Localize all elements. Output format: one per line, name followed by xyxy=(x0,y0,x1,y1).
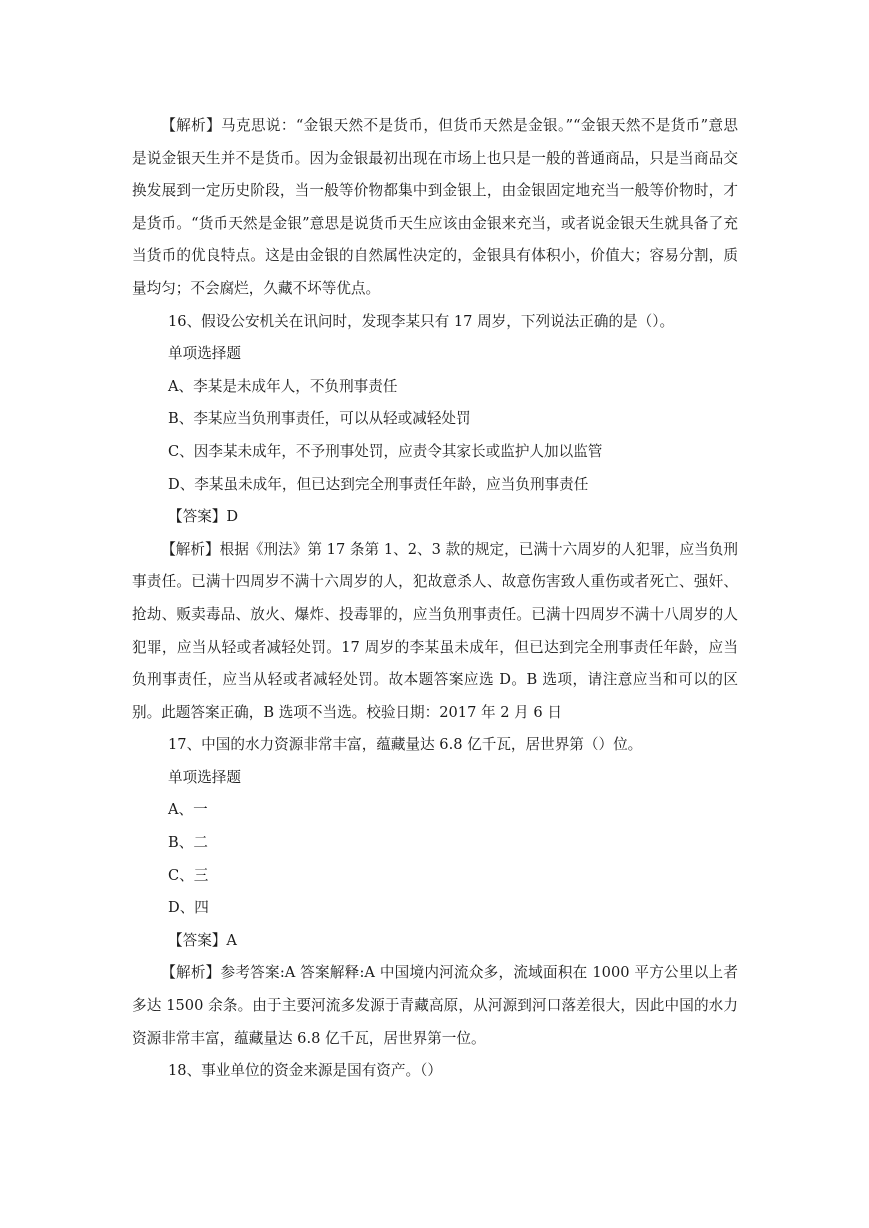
question-16: 16、假设公安机关在讯问时，发现李某只有 17 周岁，下列说法正确的是（）。 xyxy=(168,312,675,330)
analysis-15: 【解析】马克思说：“金银天然不是货币，但货币天然是金银。”“金银天然不是货币”意思是说金银天生并不是货币。因为金银最初出现在市场上也只是一般的普通商品，只是当商品交换发展到一定历史阶段，当一般等价物都集中到金银上，由金银固定地充当一般等价物时，才是货币。“货币天然是金银”意思是说货币天生应该由金银来充当，或者说金银天生就具备了充当货币的优良特点。这是由金银的自然属性决定的，金银具有体积小，价值大；容易分割，质量均匀；不会腐烂，久藏不坏等优点。 xyxy=(132,117,738,297)
answer-16: 【答案】D xyxy=(168,508,239,526)
option-16-c: C、因李某未成年，不予刑事处罚，应责令其家长或监护人加以监管 xyxy=(168,442,603,460)
question-18: 18、事业单位的资金来源是国有资产。（） xyxy=(168,1062,442,1080)
analysis-17: 【解析】参考答案:A 答案解释:A 中国境内河流众多，流域面积在 1000 平方公里以上者多达 1500 余条。由于主要河流多发源于青藏高原，从河源到河口落差很大，因此中国的水力资源非常丰富，蕴藏量达 6.8 亿千瓦，居世界第一位。 xyxy=(132,964,738,1047)
option-16-a: A、李某是未成年人，不负刑事责任 xyxy=(168,377,398,395)
option-16-b: B、李某应当负刑事责任，可以从轻或减轻处罚 xyxy=(168,410,471,428)
question-type-17: 单项选择题 xyxy=(168,768,241,786)
option-16-d: D、李某虽未成年，但已达到完全刑事责任年龄，应当负刑事责任 xyxy=(168,475,589,493)
question-type-16: 单项选择题 xyxy=(168,345,241,363)
option-17-d: D、四 xyxy=(168,899,209,917)
option-17-b: B、二 xyxy=(168,834,208,852)
analysis-16: 【解析】根据《刑法》第 17 条第 1、2、3 款的规定，已满十六周岁的人犯罪，应当负刑事责任。已满十四周岁不满十六周岁的人，犯故意杀人、故意伤害致人重伤或者死亡、强奸、抢劫、贩卖毒品、放火、爆炸、投毒罪的，应当负刑事责任。已满十四周岁不满十八周岁的人犯罪，应当从轻或者减轻处罚。17 周岁的李某虽未成年，但已达到完全刑事责任年龄，应当负刑事责任，应当从轻或者减轻处罚。故本题答案应选 D。B 选项，请注意应当和可以的区别。此题答案正确，B 选项不当选。校验日期：2017 年 2 月 6 日 xyxy=(132,540,738,721)
question-17: 17、中国的水力资源非常丰富，蕴藏量达 6.8 亿千瓦，居世界第（）位。 xyxy=(168,736,643,754)
option-17-a: A、一 xyxy=(168,801,208,819)
answer-17: 【答案】A xyxy=(168,931,237,949)
document-content xyxy=(132,110,738,1088)
option-17-c: C、三 xyxy=(168,866,209,884)
